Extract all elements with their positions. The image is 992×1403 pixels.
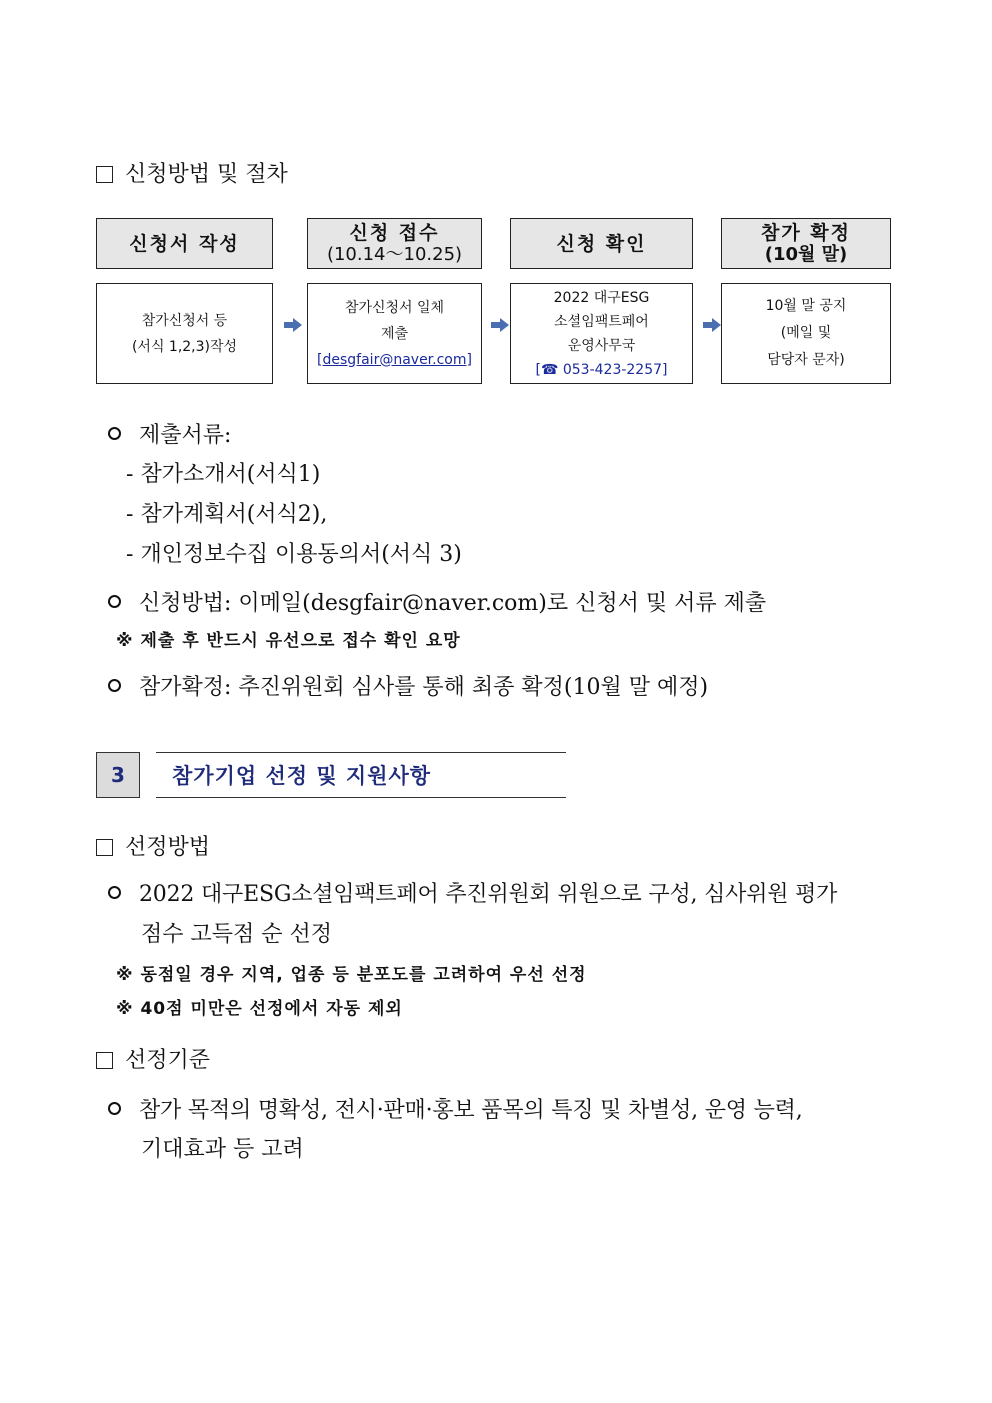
arrow-right-icon [491, 318, 509, 332]
flow-step-3-body: 2022 대구ESG 소셜임팩트페어 운영사무국 [☎ 053-423-2257] [510, 283, 693, 384]
flow-step-2-period: (10.14～10.25) [326, 243, 463, 265]
selection-note: ※ 동점일 경우 지역, 업종 등 분포도를 고려하여 우선 선정 [116, 965, 587, 985]
flow-step-4-title: 참가 확정 [760, 221, 852, 244]
flow-step-4-header [721, 218, 891, 269]
criteria-line-1: 참가 목적의 명확성, 전시·판매·홍보 품목의 특징 및 차별성, 운영 능력, [108, 1093, 803, 1124]
flow-step-3-title: 신청 확인 [556, 232, 647, 255]
checkbox-square-icon [96, 839, 113, 856]
circle-bullet-icon [108, 679, 121, 692]
phone-number: [☎ 053-423-2257] [535, 361, 668, 378]
doc-item: - 개인정보수집 이용동의서(서식 3) [126, 542, 462, 567]
criteria-line-2: 기대효과 등 고려 [141, 1137, 304, 1162]
flow-step-2-header [307, 218, 482, 269]
flow-step-1-header [96, 218, 273, 269]
flow-step-4-period: (10월 말) [764, 243, 848, 265]
flow-step-4-body: 10월 말 공지 (메일 및 담당자 문자) [721, 283, 891, 384]
flow-step-1-title: 신청서 작성 [129, 232, 240, 255]
selection-line-2: 점수 고득점 순 선정 [141, 922, 332, 947]
docs-label-line: 제출서류: [108, 418, 231, 449]
section-title: 참가기업 선정 및 지원사항 [156, 752, 566, 798]
checkbox-square-icon [96, 1052, 113, 1069]
selection-note: ※ 40점 미만은 선정에서 자동 제외 [116, 999, 403, 1019]
flow-step-3-header [510, 218, 693, 269]
criteria-heading: 선정기준 [96, 1043, 210, 1074]
checkbox-square-icon [96, 166, 113, 183]
circle-bullet-icon [108, 427, 121, 440]
selection-heading: 선정방법 [96, 830, 210, 861]
circle-bullet-icon [108, 1102, 121, 1115]
doc-item: - 참가계획서(서식2), [126, 502, 328, 527]
method-line: 신청방법: 이메일(desgfair@naver.com)로 신청서 및 서류 제출 [108, 586, 766, 617]
selection-line-1: 2022 대구ESG소셜임팩트페어 추진위원회 위원으로 구성, 심사위원 평가 [108, 877, 837, 908]
arrow-right-icon [703, 318, 721, 332]
circle-bullet-icon [108, 595, 121, 608]
flow-step-2-title: 신청 접수 [349, 221, 440, 244]
method-note: ※ 제출 후 반드시 유선으로 접수 확인 요망 [116, 631, 461, 651]
doc-item: - 참가소개서(서식1) [126, 462, 321, 487]
email-link[interactable]: [desgfair@naver.com] [317, 351, 472, 368]
arrow-right-icon [284, 318, 302, 332]
flow-step-2-body: 참가신청서 일체 제출 [desgfair@naver.com] [307, 283, 482, 384]
confirm-line: 참가확정: 추진위원회 심사를 통해 최종 확정(10월 말 예정) [108, 670, 708, 701]
circle-bullet-icon [108, 886, 121, 899]
section-heading-method: 신청방법 및 절차 [96, 157, 288, 188]
flow-step-1-body: 참가신청서 등 (서식 1,2,3)작성 [96, 283, 273, 384]
section-number: 3 [96, 752, 140, 798]
